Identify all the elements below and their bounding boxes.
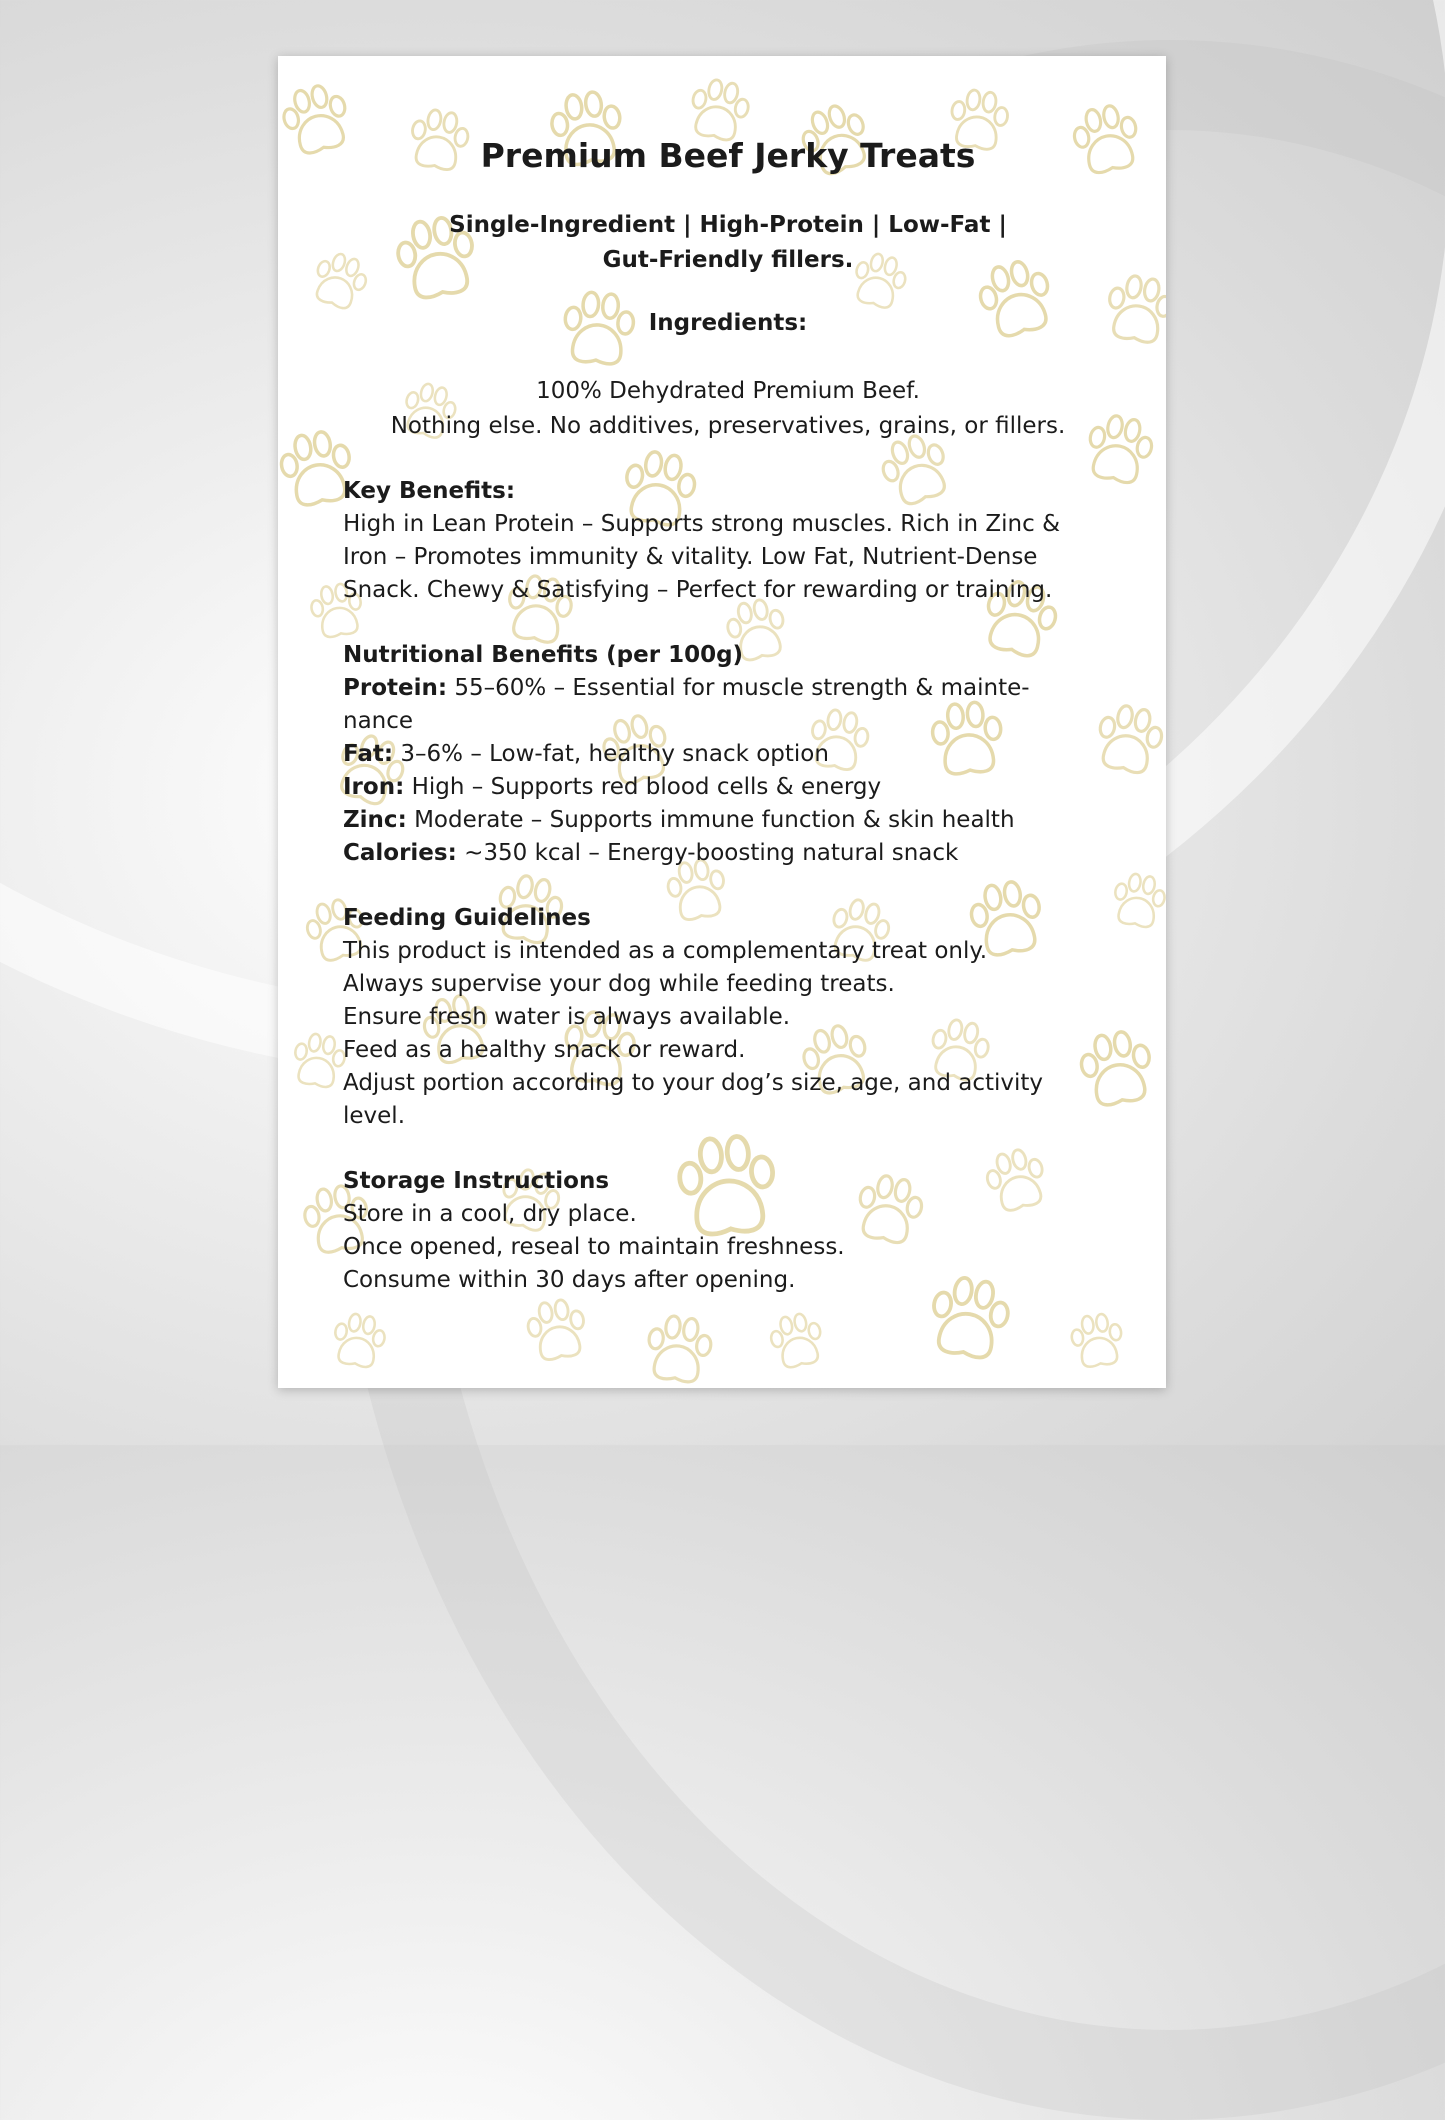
nutrition-row (343, 837, 1113, 870)
nutrition-row (343, 771, 1113, 804)
nutrition-row (343, 738, 1113, 771)
tagline (343, 208, 1113, 278)
feeding-heading: Feeding Guidelines (343, 905, 591, 931)
key-benefits-line: Snack. Chewy & Satisfying – Perfect for rewarding or training. (343, 577, 1053, 603)
nutrition-label: Fat: (343, 741, 394, 767)
paw-print-icon (767, 1310, 826, 1370)
feeding-line: This product is intended as a complementary treat only. (343, 938, 988, 964)
paw-print-icon (524, 1297, 589, 1363)
ingredients-body (343, 374, 1113, 444)
ingredients-line: Nothing else. No additives, preservatives, grains, or fillers. (390, 413, 1066, 439)
paw-print-icon (290, 1031, 348, 1090)
paw-print-icon (1069, 1312, 1125, 1369)
feeding-line: Adjust portion according to your dog’s size, age, and activity (343, 1070, 1044, 1096)
nutrition-value: 55–60% – Essential for muscle strength & mainte- (447, 675, 1030, 701)
nutrition-row (343, 705, 1113, 738)
ingredients-line: 100% Dehydrated Premium Beef. (536, 378, 920, 404)
paw-print-icon (330, 1311, 388, 1370)
nutrition-label: Zinc: (343, 807, 407, 833)
nutrition-value: 3–6% – Low-fat, healthy snack option (393, 741, 829, 767)
feeding-line: Feed as a healthy snack or reward. (343, 1037, 746, 1063)
nutrition-label: Iron: (343, 774, 405, 800)
key-benefits-line: Iron – Promotes immunity & vitality. Low Fat, Nutrient-Dense (343, 544, 1038, 570)
nutrition-value: High – Supports red blood cells & energy (404, 774, 882, 800)
nutrition-row (343, 672, 1113, 705)
key-benefits-heading: Key Benefits: (343, 478, 516, 504)
product-info-card (278, 56, 1166, 1388)
ingredients-heading: Ingredients: (648, 310, 808, 336)
label-content (343, 134, 1113, 1297)
nutrition-value: ~350 kcal – Energy-boosting natural snack (456, 840, 959, 866)
storage-line: Once opened, reseal to maintain freshness. (343, 1234, 845, 1260)
paw-print-icon (1110, 871, 1166, 930)
storage-heading: Storage Instructions (343, 1168, 610, 1194)
nutrition-heading: Nutritional Benefits (per 100g) (343, 642, 744, 668)
feeding-line: Always supervise your dog while feeding treats. (343, 971, 895, 997)
storage-line: Store in a cool, dry place. (343, 1201, 637, 1227)
feeding-line: level. (343, 1103, 406, 1129)
nutrition-value: nance (343, 708, 414, 734)
tagline-line: Gut-Friendly fillers. (602, 247, 854, 273)
feeding-line: Ensure fresh water is always available. (343, 1004, 791, 1030)
product-title: Premium Beef Jerky Treats (480, 136, 976, 175)
key-benefits-line: High in Lean Protein – Supports strong muscles. Rich in Zinc & (343, 511, 1061, 537)
nutrition-row (343, 804, 1113, 837)
paw-print-icon (644, 1313, 714, 1384)
tagline-line: Single-Ingredient | High-Protein | Low-Fat | (449, 212, 1007, 238)
nutrition-value: Moderate – Supports immune function & skin health (406, 807, 1015, 833)
storage-line: Consume within 30 days after opening. (343, 1267, 796, 1293)
nutrition-label: Calories: (343, 840, 457, 866)
nutrition-label: Protein: (343, 675, 448, 701)
